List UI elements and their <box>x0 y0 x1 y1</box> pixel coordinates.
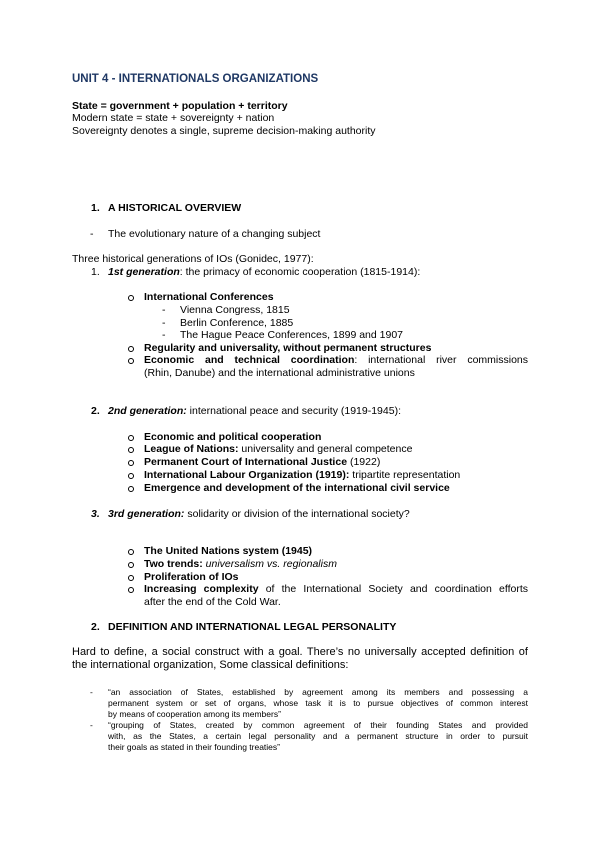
gen2-item-civil-service: Emergence and development of the international civil service <box>144 482 450 494</box>
gen2-item-ilo-text: tripartite representation <box>349 469 461 481</box>
gen1-item-economic-cont: (Rhin, Danube) and the international administrative unions <box>144 367 415 379</box>
gen2-item-league-label: League of Nations: <box>144 443 239 455</box>
gen2-item-league <box>144 443 412 456</box>
circle-bullet-icon <box>128 575 134 581</box>
gen1-label: 1st generation <box>108 266 180 278</box>
gen1-text: : the primacy of economic cooperation (1815-1914): <box>179 266 421 278</box>
section-1-heading: A HISTORICAL OVERVIEW <box>108 202 242 214</box>
gen1-line <box>108 266 420 279</box>
gen1-item-regularity: Regularity and universality, without permanent structures <box>144 342 432 354</box>
quote-2-line-3: their goals as stated in their founding treaties” <box>108 742 280 752</box>
sovereignty-definition: Sovereignty denotes a single, supreme decision-making authority <box>72 125 376 137</box>
gen3-item-complexity-text: of the International Society and coordination efforts <box>258 583 528 595</box>
circle-bullet-icon <box>128 562 134 568</box>
gen1-number: 1. <box>91 266 100 278</box>
circle-bullet-icon <box>128 549 134 555</box>
definition-paragraph: Hard to define, a social construct with a goal. There’s no universally accepted definition of <box>72 646 528 658</box>
gen2-item-ilo-label: International Labour Organization (1919): <box>144 469 350 481</box>
generations-intro: Three historical generations of IOs (Gonidec, 1977): <box>72 253 314 265</box>
evolutionary-nature-item: The evolutionary nature of a changing subject <box>108 228 321 240</box>
dash-bullet: - <box>90 720 93 730</box>
dash-bullet: - <box>90 228 94 240</box>
page-title: UNIT 4 - INTERNATIONALS ORGANIZATIONS <box>72 73 319 85</box>
gen2-item-court-label: Permanent Court of International Justice <box>144 456 348 468</box>
gen3-label: 3rd generation: <box>108 508 185 520</box>
gen2-item-league-text: universality and general competence <box>238 443 413 455</box>
gen3-item-trends-label: Two trends: <box>144 558 203 570</box>
quote-2-line-1: “grouping of States, created by common agreement of their founding States and provided <box>108 720 528 730</box>
circle-bullet-icon <box>128 447 134 453</box>
gen3-item-complexity-label: Increasing complexity <box>144 583 259 595</box>
gen2-line <box>108 405 401 418</box>
gen2-item-ilo <box>144 469 460 482</box>
gen1-item-conferences: International Conferences <box>144 291 274 303</box>
gen2-item-cooperation: Economic and political cooperation <box>144 431 322 443</box>
dash-bullet: - <box>90 687 93 697</box>
gen1-item-economic-label: Economic and technical coordination <box>144 354 355 366</box>
gen3-text: solidarity or division of the international society? <box>184 508 410 520</box>
quote-1-line-1: “an association of States, established by agreement among its members and possessing a <box>108 687 528 697</box>
circle-bullet-icon <box>128 358 134 364</box>
sub-item-vienna: Vienna Congress, 1815 <box>180 304 290 316</box>
circle-bullet-icon <box>128 486 134 492</box>
sub-item-berlin: Berlin Conference, 1885 <box>180 317 294 329</box>
state-definition: State = government + population + territory <box>72 100 288 112</box>
definition-paragraph-cont: the international organization, Some classical definitions: <box>72 659 349 671</box>
gen3-number: 3. <box>91 508 100 520</box>
gen3-item-trends <box>144 558 337 571</box>
circle-bullet-icon <box>128 473 134 479</box>
sub-item-hague: The Hague Peace Conferences, 1899 and 1907 <box>180 329 403 341</box>
quote-2-line-2: with, as the States, a certain legal personality and a permanent structure in order to pursuit <box>108 731 528 741</box>
gen2-item-court <box>144 456 380 469</box>
circle-bullet-icon <box>128 587 134 593</box>
quote-1-line-3: by means of cooperation among its members” <box>108 709 281 719</box>
gen3-item-complexity-cont: after the end of the Cold War. <box>144 596 281 608</box>
gen3-item-un: The United Nations system (1945) <box>144 545 313 557</box>
quote-1-line-2: permanent system or set of organs, whose task it is to pursue objectives of common interest <box>108 698 528 708</box>
circle-bullet-icon <box>128 460 134 466</box>
gen3-line <box>108 508 410 521</box>
section-2-heading: DEFINITION AND INTERNATIONAL LEGAL PERSONALITY <box>108 621 397 633</box>
circle-bullet-icon <box>128 295 134 301</box>
gen3-item-proliferation: Proliferation of IOs <box>144 571 239 583</box>
dash-bullet: - <box>162 317 166 329</box>
circle-bullet-icon <box>128 346 134 352</box>
gen2-text: international peace and security (1919-1945): <box>186 405 401 417</box>
gen1-item-economic-text: : international river commissions <box>354 354 528 366</box>
gen3-item-trends-text: universalism vs. regionalism <box>205 558 337 570</box>
gen2-label: 2nd generation: <box>108 405 187 417</box>
gen2-number: 2. <box>91 405 100 417</box>
gen3-item-complexity <box>144 583 528 596</box>
gen1-item-economic <box>144 354 528 367</box>
modern-state-definition: Modern state = state + sovereignty + nation <box>72 112 275 124</box>
section-2-number: 2. <box>91 621 100 633</box>
section-1-number: 1. <box>91 202 100 214</box>
dash-bullet: - <box>162 329 166 341</box>
circle-bullet-icon <box>128 435 134 441</box>
dash-bullet: - <box>162 304 166 316</box>
gen2-item-court-text: (1922) <box>347 456 381 468</box>
